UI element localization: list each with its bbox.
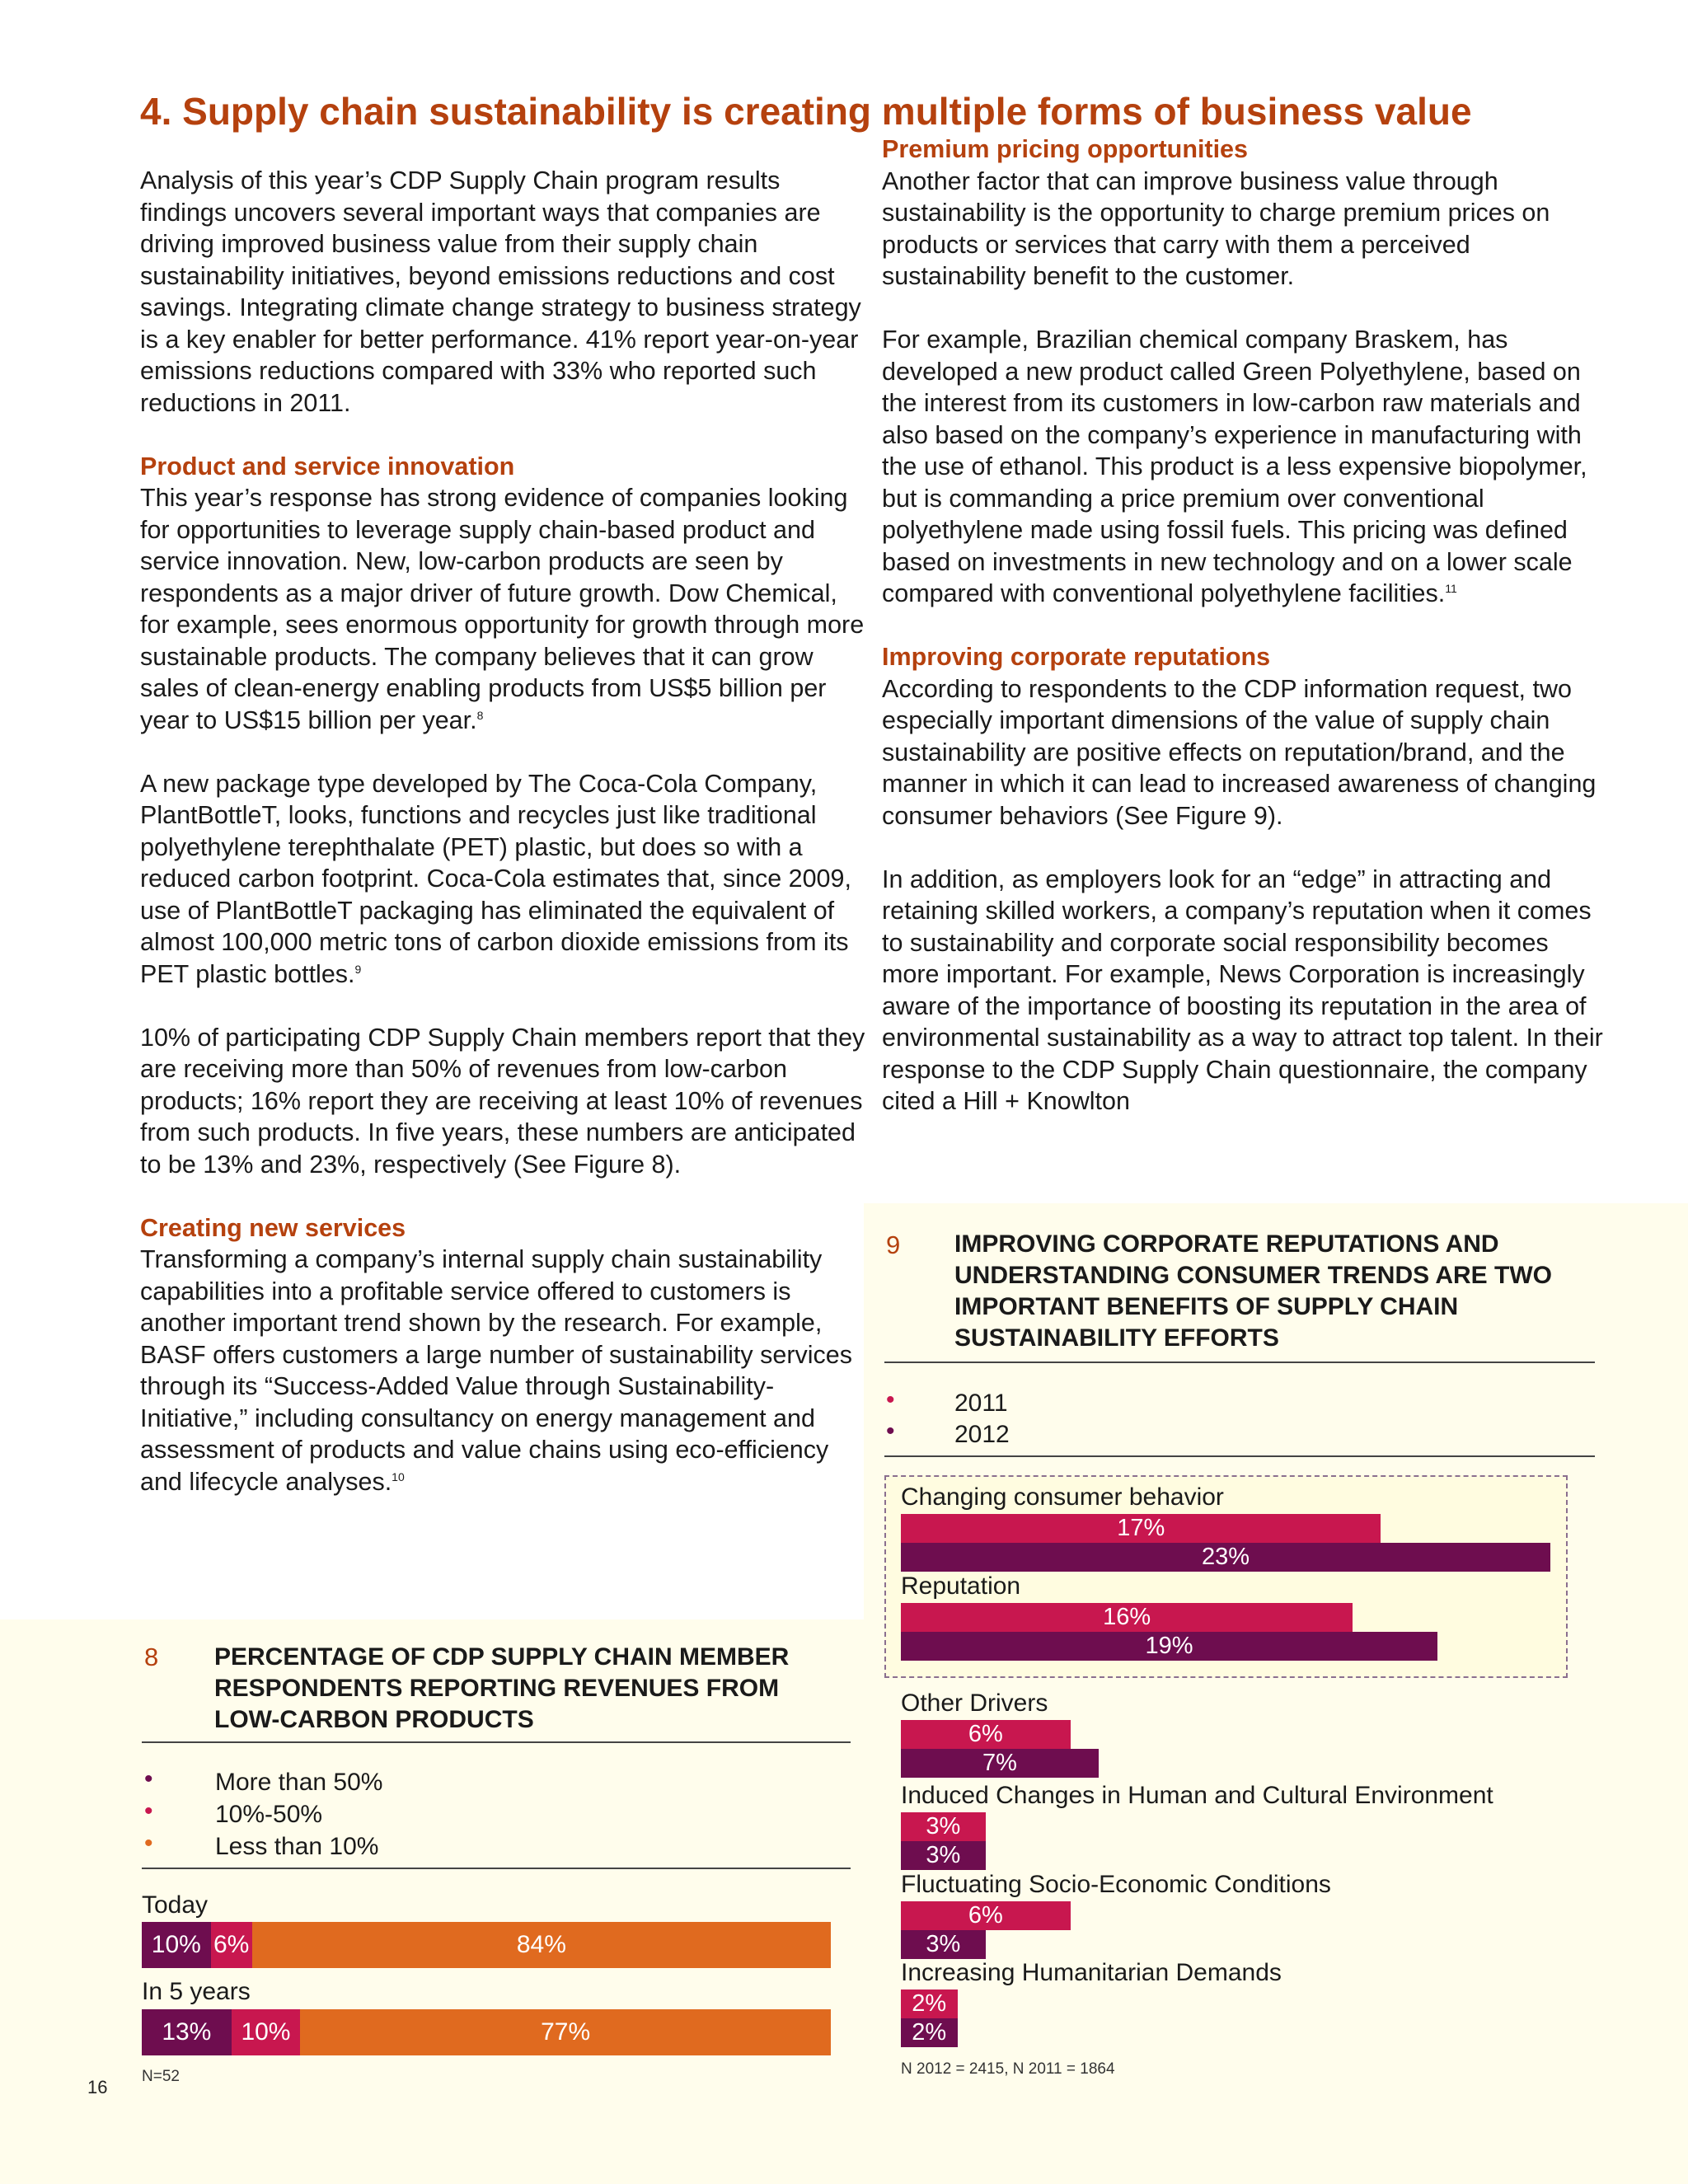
sample-size-note: N=52 [142,2068,180,2085]
reputation-paragraph-2: In addition, as employers look for an “edge” in attracting and retaining skilled workers, a company’s reputation when it comes to sustainability and corporate social responsibility becomes more important. For example, News Corporation is increasingly aware of the importance of boosting its reputation in the area of environmental sustainability as a way to attract top talent. In their response to the CDP Supply Chain questionnaire, the company cited a Hill + Knowlton [882,865,1603,1115]
legend-2011: 2011 [954,1390,1008,1417]
bar-2012: 19% [901,1632,1437,1661]
section-heading-premium: Premium pricing opportunities [882,135,1248,163]
bar-2012: 7% [901,1749,1099,1778]
bar-2012: 3% [901,1841,986,1870]
legend-more-than-50: More than 50% [215,1769,383,1796]
bar-2011: 2% [901,1990,958,2018]
bar-segment-more-than-50-: 13% [142,2009,232,2055]
category-label: Other Drivers [901,1690,1048,1717]
bar-segment-10-50-: 6% [211,1922,252,1968]
innovation-paragraph-2: A new package type developed by The Coca-Cola Company, PlantBottleT, looks, functions and recycles just like traditional polyethylene terephthalate (PET) plastic, but does so with a reduced carbon footprint. Coca-Cola estimates that, since 2009, use of PlantBottleT packaging has eliminated the equivalent of almost 100,000 metric tons of carbon dioxide emissions from its PET plastic bottles.$^9$ [140,769,851,988]
footnote-ref: 11 [1445,581,1457,595]
intro-paragraph: Analysis of this year’s CDP Supply Chain program results findings uncovers several important ways that companies are driving improved business value from their supply chain sustainability initiatives, beyond emissions reductions and cost savings. Integrating climate change strategy to business strategy is a key enabler for better performance. 41% report year-on-year emissions reductions compared with 33% who reported such reductions in 2011. [140,166,861,417]
bar-2012: 3% [901,1930,986,1959]
category-label: Fluctuating Socio-Economic Conditions [901,1871,1331,1898]
bar-2011: 3% [901,1812,986,1841]
bar-2012: 2% [901,2018,958,2047]
category-label: Increasing Humanitarian Demands [901,1959,1282,1986]
section-heading-innovation: Product and service innovation [140,452,515,480]
services-paragraph: Transforming a company’s internal supply chain sustainability capabilities into a profitable service offered to customers is another important trend shown by the research. For example, BASF offers customers a large number of sustainability services through its “Success-Added Value through Sustainability-Initiative,” including consultancy on energy management and assessment of products and value chains using eco-efficiency and lifecycle analyses.$^{10}$ [140,1245,852,1496]
legend-dot-less-than-10: • [144,1830,153,1857]
bar-2011: 6% [901,1720,1071,1749]
legend-2012: 2012 [954,1421,1010,1448]
figure-number: 9 [886,1230,901,1259]
category-label: Induced Changes in Human and Cultural Environment [901,1782,1493,1809]
category-label: Changing consumer behavior [901,1483,1224,1511]
figure-title: IMPROVING CORPORATE REPUTATIONS AND UNDERSTANDING CONSUMER TRENDS ARE TWO IMPORTANT BENEFITS OF SUPPLY CHAIN SUSTAINABILITY EFFORTS [954,1230,1552,1352]
premium-paragraph-2: For example, Brazilian chemical company Braskem, has developed a new product called Green Polyethylene, based on the interest from its customers in low-carbon raw materials and also based on the company’s experience in manufacturing with the use of ethanol. This product is a less expensive biopolymer, but is commanding a price premium over conventional polyethylene made using fossil fuels. This pricing was defined based on investments in new technology and on a lower scale compared with conventional polyethylene facilities.$^{11}$ [882,326,1587,607]
footnote-ref: 9 [354,962,362,976]
bar-segment-10-50-: 10% [232,2009,301,2055]
bar-2011: 17% [901,1514,1381,1543]
reputation-paragraph-1: According to respondents to the CDP information request, two especially important dimensions of the value of supply chain sustainability are positive effects on reputation/brand, and the manner in which it can lead to increased awareness of changing consumer behaviors (See Figure 9). [882,674,1597,830]
bar-2012: 23% [901,1543,1550,1572]
divider [884,1361,1595,1363]
bar-2011: 16% [901,1603,1353,1632]
innovation-paragraph-1: This year’s response has strong evidence of companies looking for opportunities to leverage supply chain-based product and service innovation. New, low-carbon products are seen by respondents as a major driver of future growth. Dow Chemical, for example, sees enormous opportunity for growth through more sustainable products. The company believes that it can grow sales of clean-energy enabling products from US$5 billion per year to US$15 billion per year.$^8$ [140,484,865,734]
figure-number: 8 [144,1643,159,1671]
premium-paragraph-1: Another factor that can improve business value through sustainability is the opportunity to charge premium prices on products or services that carry with them a perceived sustainability benefit to the customer. [882,166,1550,290]
figure-title: PERCENTAGE OF CDP SUPPLY CHAIN MEMBER RESPONDENTS REPORTING REVENUES FROM LOW-CARBON PRODUCTS [214,1643,790,1733]
page-title: 4. Supply chain sustainability is creating multiple forms of business value [140,90,1472,133]
bar-segment-more-than-50-: 10% [142,1922,211,1968]
footnote-ref: 8 [476,708,484,722]
legend-dot-more-than-50: • [144,1765,153,1793]
category-label-today: Today [142,1891,209,1919]
innovation-paragraph-3: 10% of participating CDP Supply Chain members report that they are receiving more than 50% of revenues from low-carbon products; 16% report they are receiving at least 10% of revenues from such products. In five years, these numbers are anticipated to be 13% and 23%, respectively (See Figure 8). [140,1023,865,1179]
legend-10-50: 10%-50% [215,1801,323,1828]
sample-size-note: N 2012 = 2415, N 2011 = 1864 [901,2060,1115,2078]
legend-dot-2011: • [886,1386,895,1413]
bar-segment-less-than-10-: 77% [300,2009,831,2055]
section-heading-reputation: Improving corporate reputations [882,643,1271,671]
category-label: Reputation [901,1572,1021,1600]
bar-2011: 6% [901,1901,1071,1930]
page-number: 16 [87,2077,108,2097]
footnote-ref: 10 [392,1469,405,1483]
legend-dot-10-50: • [144,1797,153,1825]
divider [884,1455,1595,1457]
bar-segment-less-than-10-: 84% [252,1922,831,1968]
category-label-5-years: In 5 years [142,1978,251,2005]
section-heading-services: Creating new services [140,1213,406,1242]
legend-dot-2012: • [886,1418,895,1445]
legend-less-than-10: Less than 10% [215,1833,379,1860]
